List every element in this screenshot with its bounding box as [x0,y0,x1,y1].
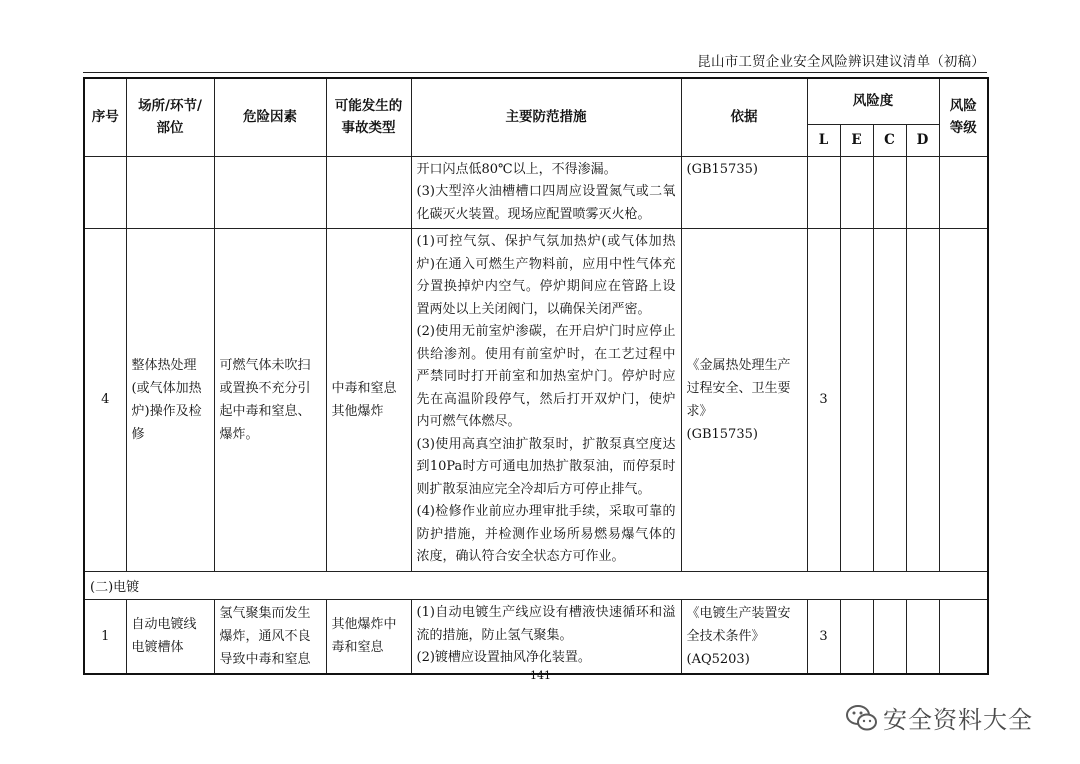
cell-no [84,156,126,229]
cell-measures: 开口闪点低80℃以上，不得渗漏。 (3)大型淬火油槽槽口四周应设置氮气或二氧化碳灭火装置。现场应配置喷雾灭火枪。 [411,156,681,229]
cell-l [807,156,840,229]
col-header-risk-level: 风险等级 [939,78,988,156]
col-header-d: D [906,124,939,156]
document-header-title: 昆山市工贸企业安全风险辨识建议清单（初稿） [697,54,985,70]
cell-measures: (1)可控气氛、保护气氛加热炉(或气体加热炉)在通入可燃生产物料前，应用中性气体充分置换掉炉内空气。停炉期间应在管路上设置两处以上关闭阀门，以确保关闭严密。 (2)使用无前室炉渗碳，在开启炉门时应停止供给渗剂。使用有前室炉时，在工艺过程中严禁同时打开前室和加热室炉门。停炉时应先在高温阶段停气，然后打开双炉门，使炉内可燃气体燃尽。 (3)使用高真空油扩散泵时，扩散泵真空度达到10Pa时方可通电加热扩散泵油，而停泵时则扩散泵油应完全冷却后方可停止排气。 (4)检修作业前应办理审批手续，采取可靠的防护措施，并检测作业场所易燃易爆气体的浓度，确认符合安全状态方可作业。 [411,229,681,572]
cell-e [840,599,873,674]
cell-e [840,156,873,229]
col-header-basis: 依据 [681,78,807,156]
cell-basis: 《金属热处理生产过程安全、卫生要求》 (GB15735) [681,229,807,572]
section-title: (二)电镀 [84,571,988,599]
risk-table [83,77,989,675]
cell-e [840,229,873,572]
table-row [84,599,988,674]
cell-d [906,229,939,572]
cell-location: 自动电镀线电镀槽体 [126,599,214,674]
col-header-hazard: 危险因素 [214,78,326,156]
cell-no: 4 [84,229,126,572]
watermark-text: 安全资料大全 [883,706,1033,734]
page-number: 141 [530,669,551,682]
table-row [84,156,988,229]
cell-c [873,156,906,229]
cell-basis: (GB15735) [681,156,807,229]
col-header-c: C [873,124,906,156]
cell-hazard: 可燃气体未吹扫或置换不充分引起中毒和窒息、爆炸。 [214,229,326,572]
cell-no: 1 [84,599,126,674]
cell-level [939,599,988,674]
col-header-location: 场所/环节/部位 [126,78,214,156]
cell-l: 3 [807,599,840,674]
cell-accident: 中毒和窒息其他爆炸 [326,229,411,572]
cell-accident [326,156,411,229]
col-header-no: 序号 [84,78,126,156]
cell-hazard: 氢气聚集而发生爆炸，通风不良导致中毒和窒息 [214,599,326,674]
col-header-accident: 可能发生的事故类型 [326,78,411,156]
col-header-risk-degree: 风险度 [807,78,939,124]
cell-l: 3 [807,229,840,572]
cell-measures: (1)自动电镀生产线应设有槽液快速循环和溢流的措施，防止氢气聚集。 (2)镀槽应设置抽风净化装置。 [411,599,681,674]
watermark [845,700,1033,735]
table-row [84,229,988,572]
header-rule [83,72,987,73]
cell-basis: 《电镀生产装置安全技术条件》 (AQ5203) [681,599,807,674]
cell-d [906,599,939,674]
cell-hazard [214,156,326,229]
cell-c [873,229,906,572]
col-header-e: E [840,124,873,156]
cell-d [906,156,939,229]
col-header-l: L [807,124,840,156]
cell-level [939,156,988,229]
cell-location [126,156,214,229]
cell-c [873,599,906,674]
cell-accident: 其他爆炸中毒和窒息 [326,599,411,674]
wechat-icon [845,703,879,733]
cell-level [939,229,988,572]
col-header-measures: 主要防范措施 [411,78,681,156]
table-section-row [84,571,988,599]
cell-location: 整体热处理(或气体加热炉)操作及检修 [126,229,214,572]
